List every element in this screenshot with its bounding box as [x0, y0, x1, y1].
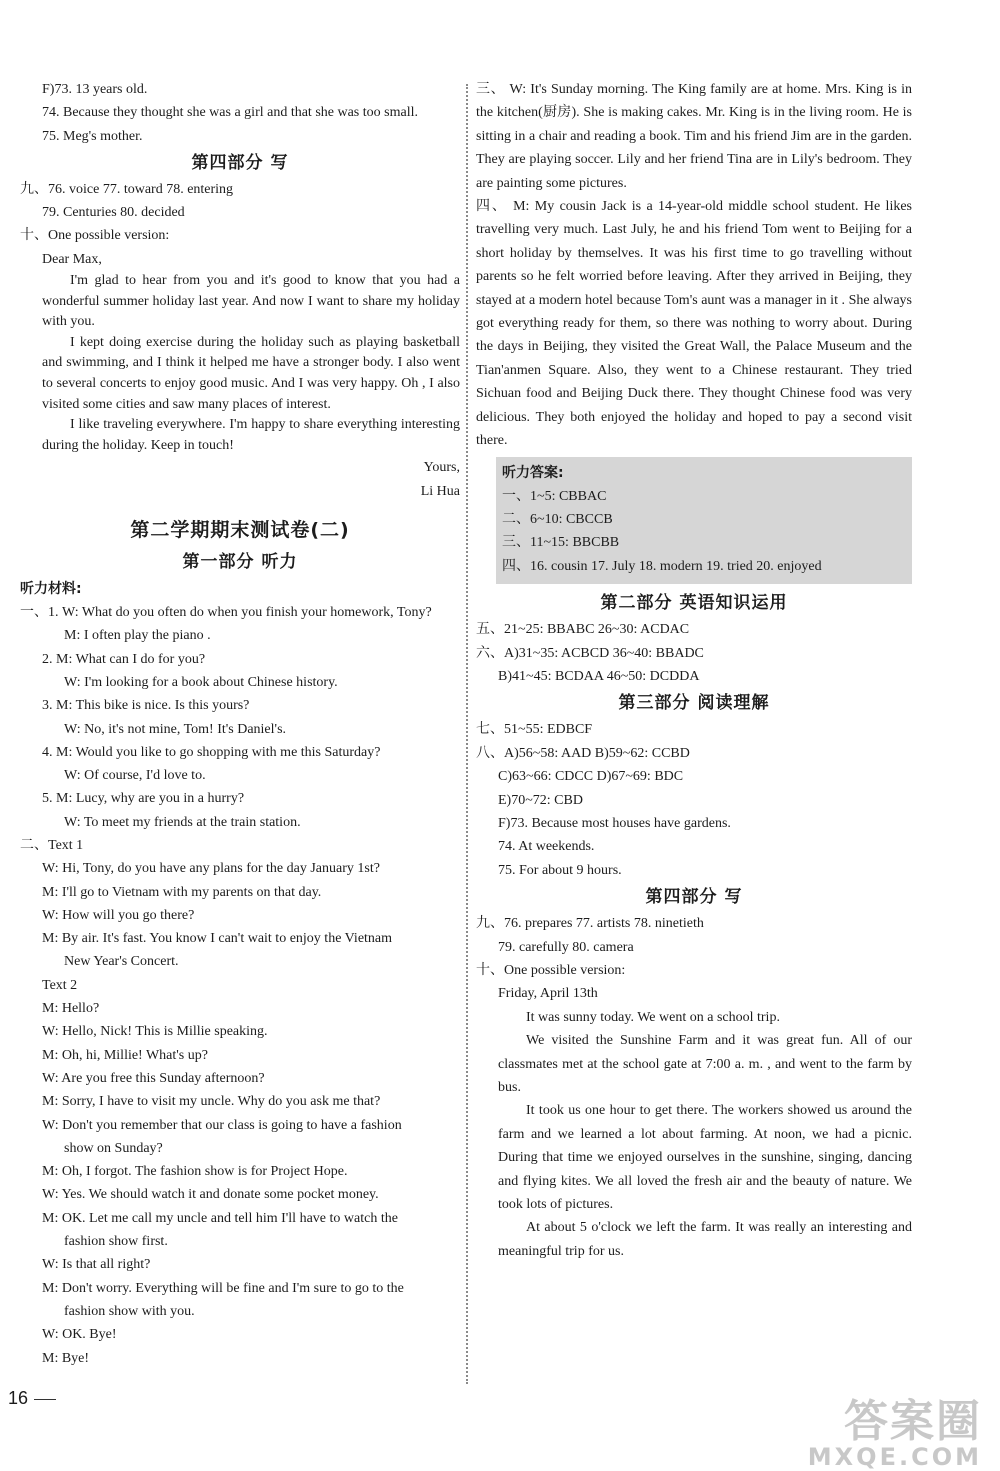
dialogue-line: W: To meet my friends at the train station.	[64, 814, 301, 830]
dialogue-line: fashion show with you.	[64, 1303, 195, 1319]
dialogue-line: M: OK. Let me call my uncle and tell him I'll have to watch the	[42, 1210, 398, 1226]
dialogue-line: M: I'll go to Vietnam with my parents on that day.	[42, 884, 322, 900]
page-number	[8, 1388, 56, 1409]
dialogue-line: W: No, it's not mine, Tom! It's Daniel's.	[64, 721, 287, 737]
letter-signature: Li Hua	[420, 483, 460, 499]
exam-title: 第二学期期末测试卷(二)	[130, 519, 350, 542]
dialogue-line: W: Of course, I'd love to.	[64, 768, 206, 784]
dialogue-line: show on Sunday?	[64, 1140, 163, 1156]
watermark-logo-text: 答案圈	[844, 1396, 982, 1447]
dialogue-line: W: How will you go there?	[42, 907, 195, 923]
answer-line: 九、76. prepares 77. artists 78. ninetieth	[476, 916, 704, 932]
answer-line: 四、16. cousin 17. July 18. modern 19. tried 20. enjoyed	[502, 558, 822, 574]
dialogue-line: 4. M: Would you like to go shopping with me this Saturday?	[42, 744, 381, 760]
answer-line: F)73. Because most houses have gardens.	[498, 815, 731, 831]
site-watermark-logo	[807, 1396, 982, 1471]
sample-label: 十、One possible version:	[476, 963, 626, 978]
section-heading-listening: 第一部分 听力	[182, 552, 298, 573]
answer-line: 75. Meg's mother.	[42, 128, 143, 144]
diary-paragraph: It took us one hour to get there. The workers showed us around the farm and we learned a lot about farming. At noon, we had a picnic. During that time we enjoyed ourselves in the sunshine, singing, dancing and flying kites. We all loved the fresh air and the beauty of nature. We took lots of pictures.	[498, 1103, 912, 1213]
section-heading-writing: 第四部分 写	[645, 887, 743, 908]
section-heading-reading: 第三部分 阅读理解	[618, 693, 770, 714]
dialogue-line: M: Oh, hi, Millie! What's up?	[42, 1047, 208, 1063]
dialogue-line: fashion show first.	[64, 1234, 168, 1250]
column-divider	[466, 84, 468, 1384]
dialogue-line: 一、1. W: What do you often do when you finish your homework, Tony?	[20, 605, 432, 621]
dialogue-line: New Year's Concert.	[64, 954, 179, 970]
answer-line: 79. carefully 80. camera	[498, 939, 634, 955]
dialogue-line: W: Are you free this Sunday afternoon?	[42, 1070, 265, 1086]
dialogue-line: W: Is that all right?	[42, 1257, 151, 1273]
dialogue-line: W: Hello, Nick! This is Millie speaking.	[42, 1024, 268, 1040]
dialogue-line: W: OK. Bye!	[42, 1327, 117, 1343]
diary-date: Friday, April 13th	[498, 986, 598, 1002]
page-number-dash	[34, 1399, 56, 1400]
section-heading-language-use: 第二部分 英语知识运用	[600, 593, 788, 614]
answer-line: 一、1~5: CBBAC	[502, 488, 607, 504]
dialogue-line: 2. M: What can I do for you?	[42, 651, 206, 667]
answer-line: 74. At weekends.	[498, 839, 595, 855]
right-column	[476, 78, 912, 1263]
page-number-value: 16	[8, 1388, 29, 1408]
answer-line: 七、51~55: EDBCF	[476, 722, 593, 738]
watermark-logo-url: MXQE.COM	[807, 1443, 982, 1471]
answer-line: 二、6~10: CBCCB	[502, 511, 613, 527]
answer-line: 三、11~15: BBCBB	[502, 535, 620, 551]
answer-line: 75. For about 9 hours.	[498, 862, 622, 878]
dialogue-line: M: I often play the piano .	[64, 628, 211, 644]
left-column	[20, 78, 460, 1370]
dialogue-line: M: Bye!	[42, 1350, 90, 1366]
listening-answers-label: 听力答案:	[502, 464, 564, 481]
section-heading-writing: 第四部分 写	[191, 152, 289, 173]
letter-paragraph: I kept doing exercise during the holiday such as playing basketball and swimming, and I think it helped me have a stronger body. I also went to several concerts to enjoy good music. And I was very happy. Oh , I also visited some cities and saw many places of interest.	[42, 334, 460, 412]
listening-passage: 三、 W: It's Sunday morning. The King family are at home. Mrs. King is in the kitchen(厨房). She is making cakes. Mr. King is in the living room. He is sitting in a chair and reading a book. Tim and his friend Jim are in the garden. They are playing soccer. Lily and her friend Tina are in Lily's bedroom. They are painting some pictures.	[476, 82, 912, 191]
dialogue-line: M: Oh, I forgot. The fashion show is for Project Hope.	[42, 1164, 348, 1180]
dialogue-line: W: Yes. We should watch it and donate some pocket money.	[42, 1187, 379, 1203]
sample-label: 十、One possible version:	[20, 228, 170, 244]
diary-paragraph: It was sunny today. We went on a school trip.	[526, 1009, 780, 1025]
answer-line: 六、A)31~35: ACBCD 36~40: BBADC	[476, 645, 704, 661]
answer-line: 79. Centuries 80. decided	[42, 205, 185, 221]
dialogue-line: W: Hi, Tony, do you have any plans for the day January 1st?	[42, 861, 380, 877]
dialogue-line: W: Don't you remember that our class is going to have a fashion	[42, 1117, 402, 1133]
answer-line: F)73. 13 years old.	[42, 82, 148, 97]
answer-line: 五、21~25: BBABC 26~30: ACDAC	[476, 622, 690, 638]
dialogue-line: W: I'm looking for a book about Chinese history.	[64, 674, 338, 690]
listening-materials-label: 听力材料:	[20, 581, 82, 598]
dialogue-line: M: Sorry, I have to visit my uncle. Why do you ask me that?	[42, 1094, 381, 1110]
letter-paragraph: I'm glad to hear from you and it's good to know that you had a wonderful summer holiday last year. And now I want to share my holiday with you.	[42, 273, 460, 330]
answer-line: B)41~45: BCDAA 46~50: DCDDA	[498, 668, 700, 684]
dialogue-line: 3. M: This bike is nice. Is this yours?	[42, 698, 250, 714]
listening-answers-box	[496, 457, 912, 585]
text-label: 二、Text 1	[20, 837, 84, 853]
letter-greeting: Dear Max,	[42, 251, 102, 267]
dialogue-line: M: By air. It's fast. You know I can't wait to enjoy the Vietnam	[42, 931, 393, 947]
answer-line: 八、A)56~58: AAD B)59~62: CCBD	[476, 745, 690, 761]
diary-paragraph: We visited the Sunshine Farm and it was great fun. All of our classmates met at the school gate at 7:00 a. m. , and went to the farm by bus.	[498, 1033, 912, 1096]
answer-line: 九、76. voice 77. toward 78. entering	[20, 181, 234, 197]
text-label: Text 2	[42, 977, 78, 993]
answer-line: E)70~72: CBD	[498, 792, 583, 808]
listening-passage: 四、 M: My cousin Jack is a 14-year-old middle school student. He likes travelling very much. Last July, he and his friend Tom went to Beijing for a short holiday by themselves. It was his first time to go travelling without parents so he felt worried before leaving. After they arrived in Beijing, they stayed at a modern hotel because Tom's aunt was a manager in it . She always got everything ready for them, so there was nothing to worry about. During the days in Beijing, they visited the Great Wall, the Palace Museum and the Tian'anmen Square. Also, they went to a Chinese restaurant. They tried Sichuan food and Beijing Duck there. They thought Chinese food was very delicious. They both enjoyed the holiday and hoped to pay a second visit there.	[476, 199, 912, 449]
dialogue-line: M: Don't worry. Everything will be fine and I'm sure to go to the	[42, 1280, 404, 1296]
answer-line: C)63~66: CDCC D)67~69: BDC	[498, 769, 684, 785]
diary-paragraph: At about 5 o'clock we left the farm. It was really an interesting and meaningful trip for us.	[498, 1220, 912, 1259]
letter-closing: Yours,	[423, 460, 460, 476]
dialogue-line: 5. M: Lucy, why are you in a hurry?	[42, 791, 245, 807]
dialogue-line: M: Hello?	[42, 1001, 100, 1017]
answer-line: 74. Because they thought she was a girl and that she was too small.	[42, 105, 418, 121]
letter-paragraph: I like traveling everywhere. I'm happy to share everything interesting during the holiday. Keep in touch!	[42, 417, 460, 453]
